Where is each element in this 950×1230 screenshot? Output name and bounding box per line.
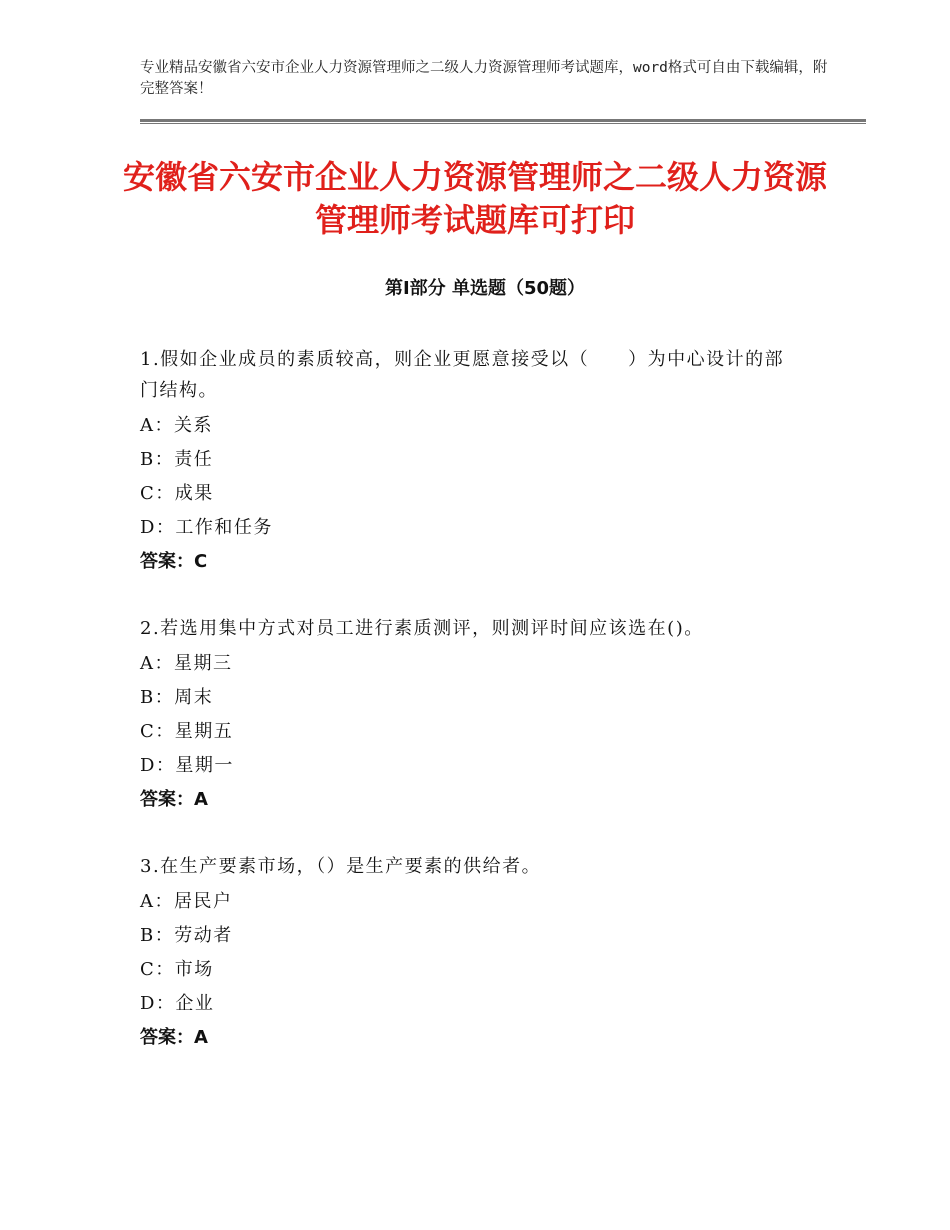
option-a: A：星期三 [140,653,233,674]
option-b: B：责任 [140,449,214,470]
document-title: 安徽省六安市企业人力资源管理师之二级人力资源管理师考试题库可打印 [122,158,827,239]
answer: 答案：A [140,1027,208,1048]
option-b: B：劳动者 [140,925,233,946]
option-c: C：市场 [140,959,214,980]
question-2 [140,613,800,817]
page-header-note: 专业精品安徽省六安市企业人力资源管理师之二级人力资源管理师考试题库，word格式可自由下载编辑，附完整答案！ [140,60,828,97]
option-b: B：周末 [140,687,214,708]
answer: 答案：C [140,551,208,572]
answer: 答案：A [140,789,208,810]
question-list [140,344,800,1089]
question-stem: 1.假如企业成员的素质较高，则企业更愿意接受以（ ）为中心设计的部门结构。 [140,349,785,401]
question-3 [140,851,800,1055]
option-d: D：星期一 [140,755,234,776]
option-a: A：居民户 [140,891,233,912]
header-divider [140,119,866,124]
question-1 [140,344,800,579]
option-c: C：成果 [140,483,214,504]
option-d: D：企业 [140,993,215,1014]
section-title: 第Ⅰ部分 单选题（50题） [384,278,585,299]
option-d: D：工作和任务 [140,517,273,538]
option-a: A：关系 [140,415,213,436]
question-stem: 2.若选用集中方式对员工进行素质测评，则测评时间应该选在()。 [140,618,704,639]
option-c: C：星期五 [140,721,234,742]
question-stem: 3.在生产要素市场，（）是生产要素的供给者。 [140,856,542,877]
